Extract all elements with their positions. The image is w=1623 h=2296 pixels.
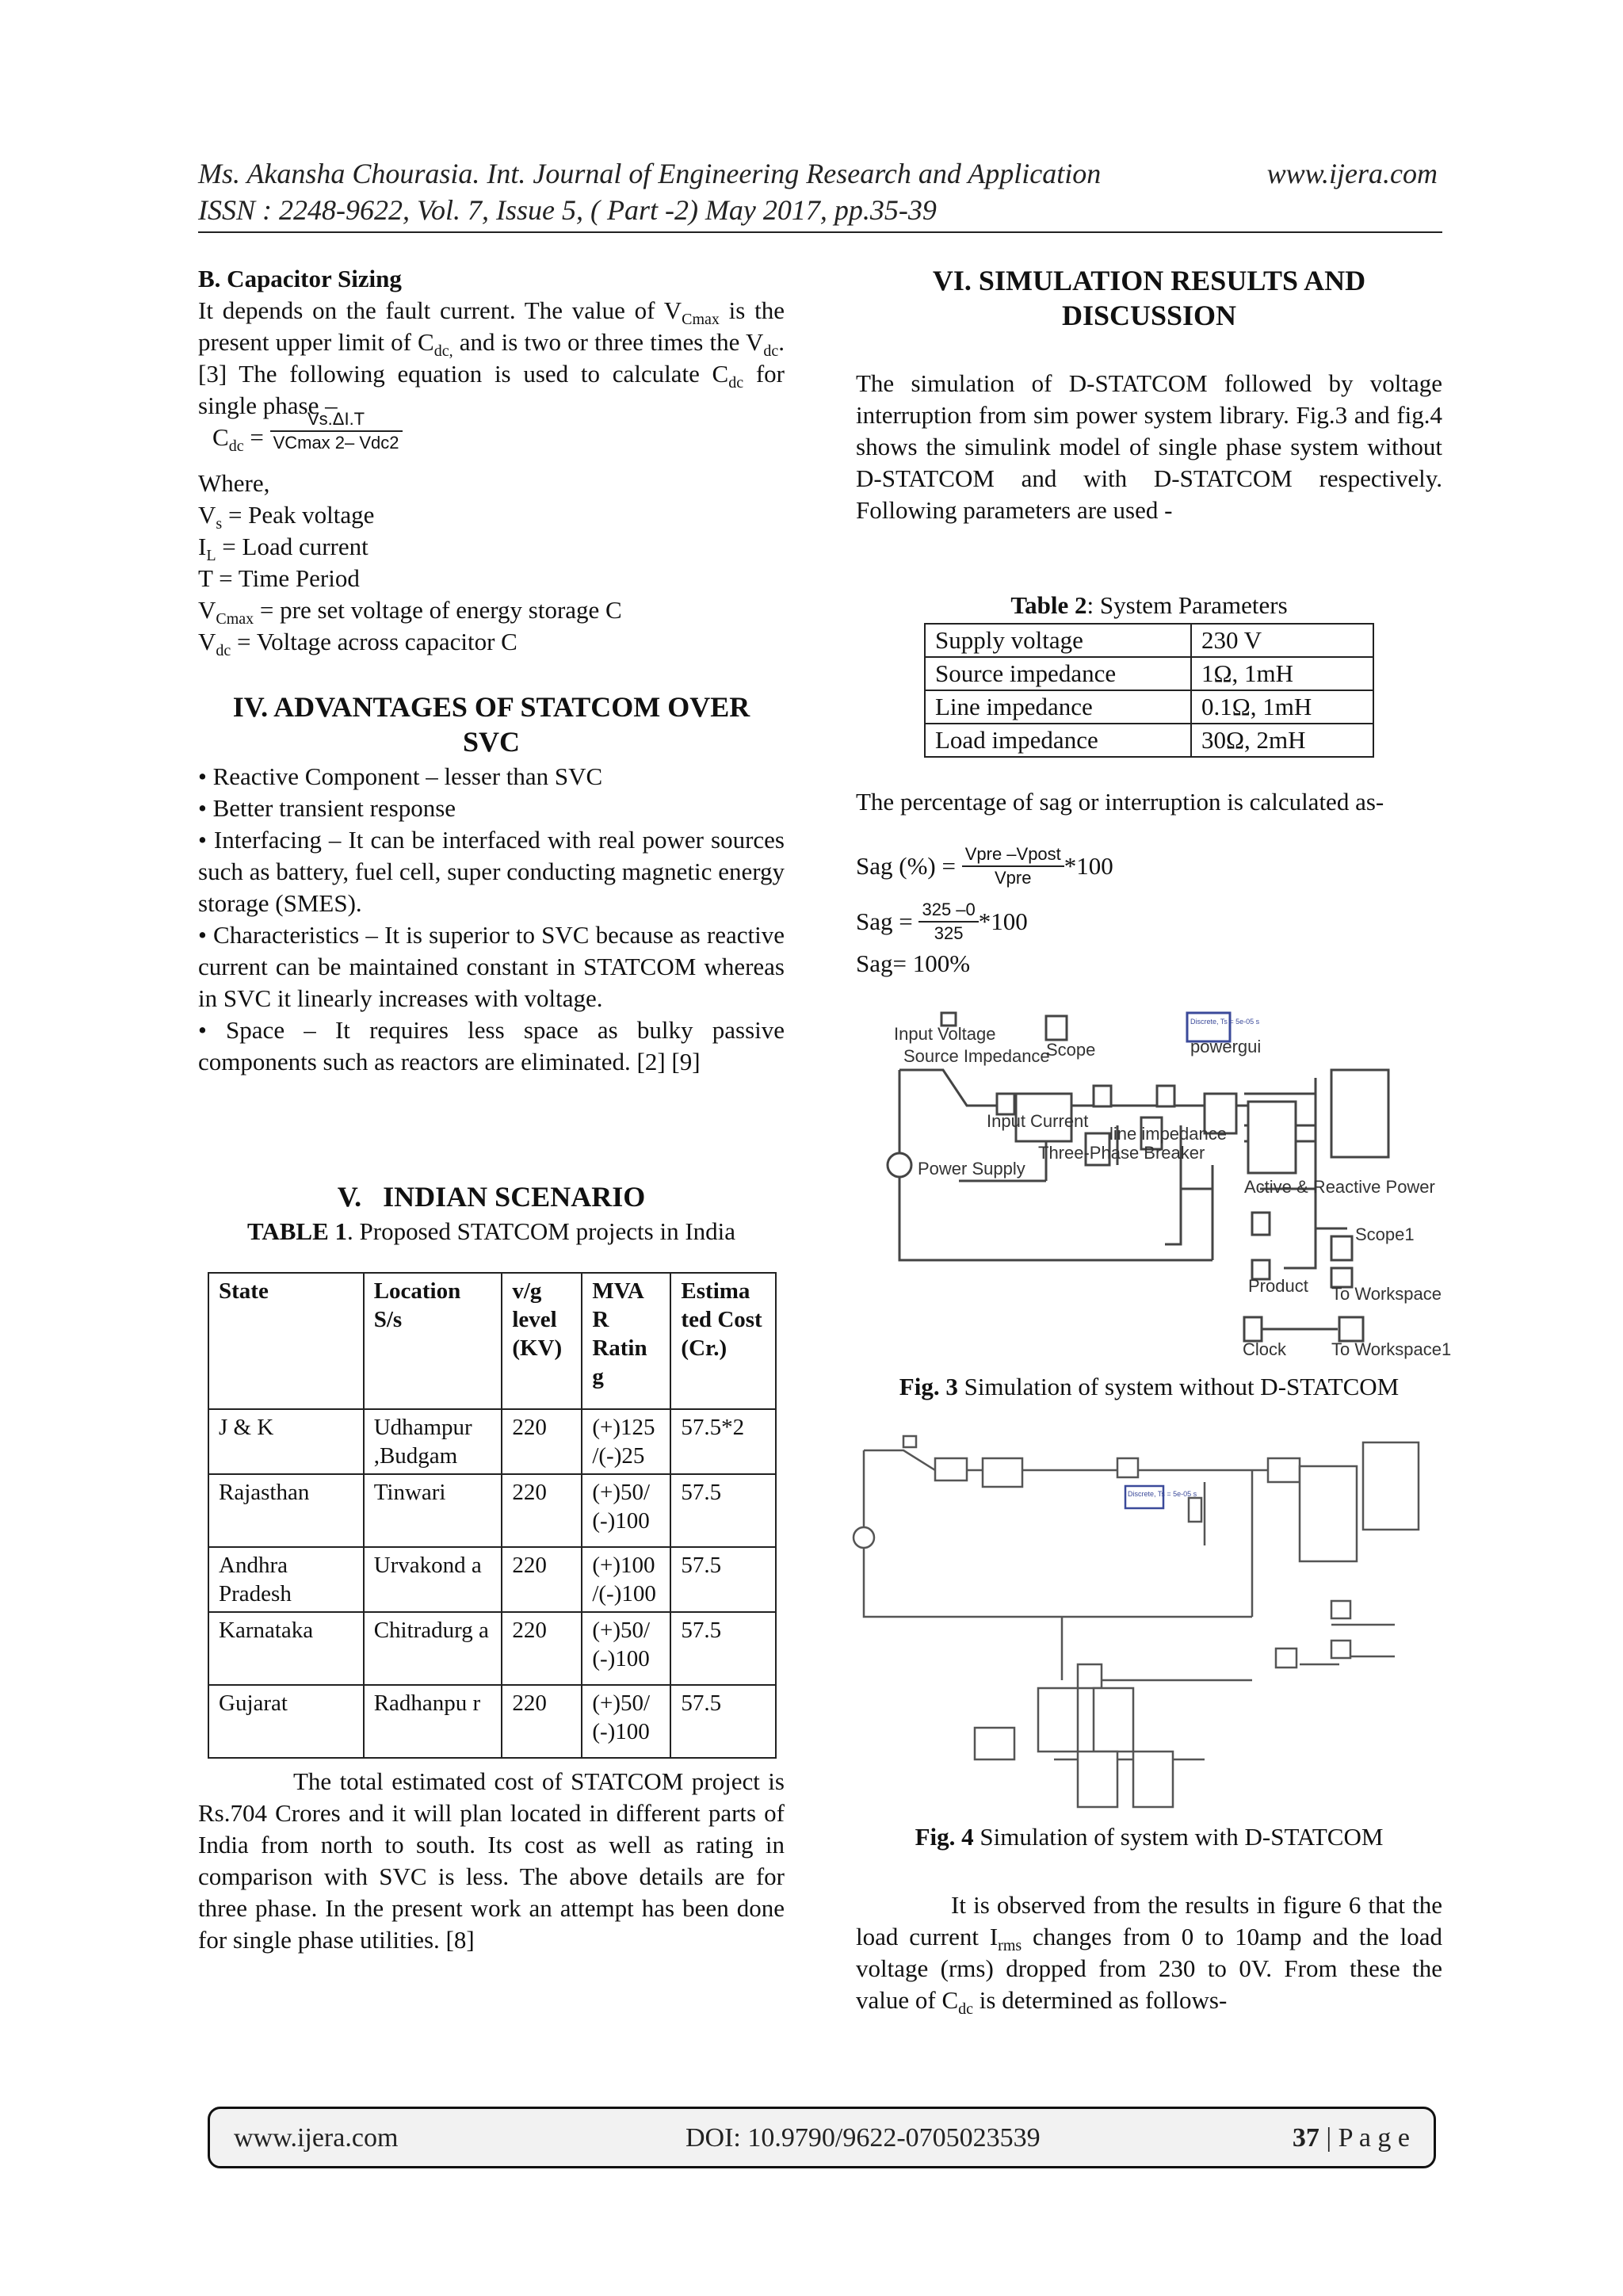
list-item: • Characteristics – It is superior to SVC because as reactive current can be maintained constant in STATCOM whereas in SVC it linearly increases with voltage. (198, 921, 785, 1012)
section-iv-heading: IV. ADVANTAGES OF STATCOM OVER SVC (232, 691, 750, 758)
capacitor-sizing-paragraph: It depends on the fault current. The value of $V_{Cmax}$ is the present upper limit of $C_{dc,}$ and is two or three times the $V_{dc}$. [3] The following equation is used to calculate $C_{dc}$ for single phase – (198, 296, 785, 419)
table-cell: Line impedance (925, 690, 1191, 724)
fig4-caption: Fig. 4 Simulation of system with D-STATCOM (915, 1823, 1384, 1851)
table-cell: Gujarat (208, 1685, 364, 1758)
table-cell: 57.5 (670, 1547, 776, 1612)
sag-equation-2: Sag = $\frac{325 -0}{325}$ *100 (856, 900, 1028, 943)
sag-result: Sag= 100% (856, 949, 971, 977)
journal-website[interactable]: www.ijera.com (1266, 158, 1438, 189)
table-header-cell: State (208, 1273, 364, 1409)
list-item: • Reactive Component – lesser than SVC (198, 762, 603, 790)
table-cell: Supply voltage (925, 624, 1191, 657)
definition-vs: $V_s$ = Peak voltage (198, 501, 375, 533)
table-cell: (+)50/ (-)100 (582, 1474, 670, 1547)
capacitor-equation: $C_{dc}$ = $\frac{Vs.\Delta I.T}{\text{VCmax 2– Vdc2}}$ (198, 422, 785, 472)
table-cell: 220 (502, 1612, 582, 1685)
fig3-simulink-diagram (888, 1007, 1452, 1363)
table-header-cell: Location S/s (364, 1273, 502, 1409)
table-row (925, 724, 1373, 757)
table-row (208, 1612, 776, 1685)
table-row (208, 1685, 776, 1758)
table-cell: (+)125 /(-)25 (582, 1409, 670, 1474)
sag-intro: The percentage of sag or interruption is calculated as- (856, 788, 1384, 816)
results-paragraph: It is observed from the results in figure 6 that the load current $I_{rms}$ changes from 0 to 10amp and the load voltage (rms) dropped from 230 to 0V. From these the value of $C_{dc}$ is determined as follows- (856, 1891, 1442, 2019)
section-v-heading: V. INDIAN SCENARIO (337, 1181, 646, 1213)
footer-page: 37 | P a g e (1292, 2123, 1410, 2153)
label-discrete-fig4: Discrete, Ts = 5e-05 s (1128, 1490, 1197, 1498)
label-scope: Scope (1046, 1040, 1096, 1060)
label-power-supply: Power Supply (918, 1159, 1025, 1179)
definition-il: $I_L$ = Load current (198, 533, 369, 565)
table-cell: 30Ω, 2mH (1191, 724, 1373, 757)
label-active-reactive: Active & Reactive Power (1244, 1177, 1435, 1197)
table-cell: 220 (502, 1547, 582, 1612)
table-row (925, 657, 1373, 690)
label-product: Product (1248, 1276, 1308, 1296)
statcom-projects-table (208, 1272, 777, 1759)
fig4-simulink-diagram (856, 1427, 1434, 1799)
definition-t: T = Time Period (198, 564, 360, 592)
table-cell: 220 (502, 1409, 582, 1474)
footer-doi[interactable]: DOI: 10.9790/9622-0705023539 (685, 2123, 1041, 2153)
journal-citation: Ms. Akansha Chourasia. Int. Journal of Engineering Research and Application (198, 158, 1102, 189)
table-cell: 1Ω, 1mH (1191, 657, 1373, 690)
header-rule (198, 231, 1442, 233)
table-row (208, 1474, 776, 1547)
table-cell: (+)50/ (-)100 (582, 1685, 670, 1758)
table-cell: 220 (502, 1685, 582, 1758)
label-input-current: Input Current (987, 1111, 1089, 1131)
table-cell: Radhanpu r (364, 1685, 502, 1758)
list-item: • Space – It requires less space as bulky passive components such as reactors are eliminated. [2] [9] (198, 1016, 785, 1075)
definition-vdc: $V_{dc}$ = Voltage across capacitor C (198, 628, 517, 660)
advantages-list (198, 761, 785, 1078)
label-to-workspace1: To Workspace1 (1331, 1339, 1452, 1359)
capacitor-sizing-section (198, 263, 785, 658)
list-item: • Better transient response (198, 794, 456, 822)
footer-website[interactable]: www.ijera.com (234, 2123, 399, 2153)
table-cell: Udhampur ,Budgam (364, 1409, 502, 1474)
table-row (925, 624, 1373, 657)
label-clock: Clock (1243, 1339, 1287, 1359)
page-footer (208, 2107, 1436, 2168)
table-header-cell: MVA R Ratin g (582, 1273, 670, 1409)
system-parameters-table (924, 623, 1374, 758)
table-cell: 57.5 (670, 1685, 776, 1758)
label-source-impedance: Source Impedance (903, 1046, 1050, 1066)
table-cell: 230 V (1191, 624, 1373, 657)
table-cell: 57.5*2 (670, 1409, 776, 1474)
table-row (208, 1547, 776, 1612)
table-row (925, 690, 1373, 724)
table1-caption: TABLE 1. Proposed STATCOM projects in India (246, 1217, 736, 1245)
table-cell: Urvakond a (364, 1547, 502, 1612)
label-line-impedance: line impedance (1109, 1124, 1227, 1144)
table-row (208, 1409, 776, 1474)
table-cell: Load impedance (925, 724, 1191, 757)
label-discrete: Discrete, Ts = 5e-05 s (1190, 1018, 1260, 1026)
table-cell: 57.5 (670, 1474, 776, 1547)
table-cell: Andhra Pradesh (208, 1547, 364, 1612)
capacitor-sizing-title: B. Capacitor Sizing (198, 265, 402, 292)
list-item: • Interfacing – It can be interfaced with real power sources such as battery, fuel cell, super conducting magnetic energy storage (SMES). (198, 826, 785, 917)
table-cell: Tinwari (364, 1474, 502, 1547)
journal-header-line2: ISSN : 2248-9622, Vol. 7, Issue 5, ( Part -2) May 2017, pp.35-39 (198, 194, 937, 226)
journal-header-line1 (198, 155, 1438, 192)
table2-caption: Table 2: System Parameters (1010, 591, 1288, 619)
table-cell: 57.5 (670, 1612, 776, 1685)
section-vi-heading: VI. SIMULATION RESULTS AND DISCUSSION (932, 265, 1366, 331)
table-cell: Rajasthan (208, 1474, 364, 1547)
sag-fraction-1: $\frac{\text{Vpre –Vpost}}{\text{Vpre}}$ (962, 843, 1064, 889)
sag-fraction-2: $\frac{325 -0}{325}$ (918, 899, 978, 945)
sag-equation-1: Sag (%) = $\frac{\text{Vpre –Vpost}}{\text{Vpre}}$ *100 (856, 844, 1113, 888)
table-cell: Karnataka (208, 1612, 364, 1685)
label-input-voltage: Input Voltage (894, 1024, 996, 1044)
closing-paragraph: The total estimated cost of STATCOM project is Rs.704 Crores and it will plan located in different parts of India from north to south. Its cost as well as rating in comparison with SVC is less. The above details are for three phase. In the present work an attempt has been done for single phase utilities. [8] (198, 1767, 785, 1954)
fig3-caption: Fig. 3 Simulation of system without D-STATCOM (899, 1373, 1400, 1400)
table-header-cell: v/g level (KV) (502, 1273, 582, 1409)
definition-vcmax: $V_{Cmax}$ = pre set voltage of energy storage C (198, 596, 622, 628)
table-header-row (208, 1273, 776, 1409)
label-scope1: Scope1 (1355, 1224, 1415, 1244)
table-cell: 0.1Ω, 1mH (1191, 690, 1373, 724)
table-cell: J & K (208, 1409, 364, 1474)
table-cell: 220 (502, 1474, 582, 1547)
simulation-intro: The simulation of D-STATCOM followed by voltage interruption from sim power system library. Fig.3 and fig.4 shows the simulink model of single phase system without D-STATCOM and with D-STATCOM respectively. Following parameters are used - (856, 369, 1442, 524)
table-cell: Chitradurg a (364, 1612, 502, 1685)
table-cell: (+)50/ (-)100 (582, 1612, 670, 1685)
table-cell: (+)100 /(-)100 (582, 1547, 670, 1612)
table-header-cell: Estima ted Cost (Cr.) (670, 1273, 776, 1409)
label-to-workspace: To Workspace (1331, 1284, 1442, 1304)
where-label: Where, (198, 469, 270, 497)
capacitor-equation-fraction: $\frac{Vs.\Delta I.T}{\text{VCmax 2– Vdc2}}$ (270, 408, 403, 454)
table-cell: Source impedance (925, 657, 1191, 690)
label-powergui: powergui (1190, 1037, 1262, 1056)
label-breaker: Three-Phase Breaker (1038, 1143, 1205, 1163)
